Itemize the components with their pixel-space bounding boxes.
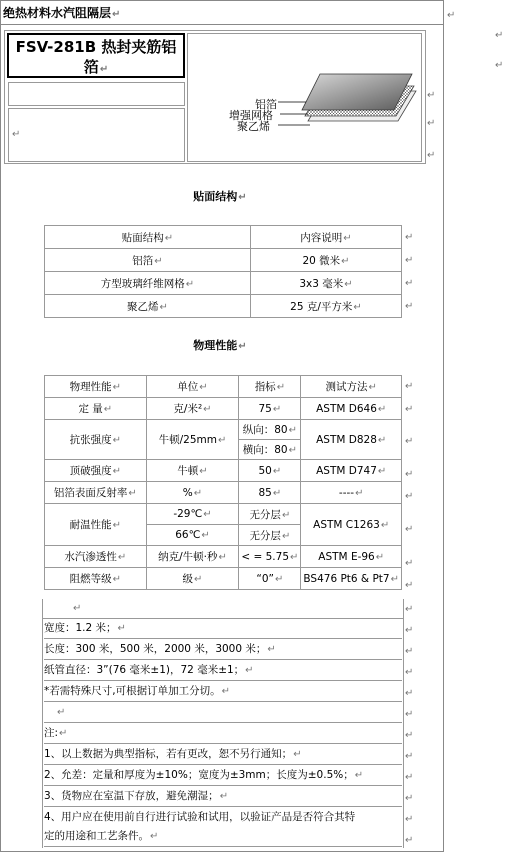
table-cell: 横向：80↵ <box>239 440 301 460</box>
table-cell: ASTM E-96↵ <box>301 546 402 568</box>
note-line: *若需特殊尺寸,可根据订单加工分切。↵ <box>44 682 402 702</box>
table-cell: 20 微米↵ <box>251 249 402 272</box>
table-cell: 25 克/平方米↵ <box>251 295 402 318</box>
structure-table <box>44 225 402 318</box>
table-row <box>45 272 402 295</box>
table-row <box>45 398 402 420</box>
product-title-box: FSV-281B 热封夹筋铝箔↵ <box>7 33 185 78</box>
table-row <box>45 460 402 482</box>
diagram-box <box>187 33 422 162</box>
header-cell: 物理性能↵ <box>45 376 147 398</box>
table-cell: “0”↵ <box>239 568 301 590</box>
table-cell: ASTM C1263↵ <box>301 504 402 546</box>
table-cell: 顶破强度↵ <box>45 460 147 482</box>
table-cell: 级↵ <box>146 568 239 590</box>
note-line: 纸管直径：3”(76 毫米±1)，72 毫米±1；↵ <box>44 661 402 681</box>
note-line: 定的用途和工艺条件。↵ <box>44 827 402 847</box>
note-line: 3、货物应在室温下存放，避免潮湿；↵ <box>44 787 402 807</box>
header-cell: 贴面结构↵ <box>45 226 251 249</box>
header-cell: 内容说明↵ <box>251 226 402 249</box>
table-cell: 牛顿/25mm↵ <box>146 420 239 460</box>
note-line: 长度：300 米，500 米，2000 米，3000 米；↵ <box>44 640 402 660</box>
table-row <box>45 504 402 525</box>
table-cell: 抗张强度↵ <box>45 420 147 460</box>
note-line: 2、允差：定量和厚度为±10%；宽度为±3mm；长度为±0.5%；↵ <box>44 766 402 786</box>
structure-heading-text: 贴面结构 <box>193 190 238 203</box>
table-cell: < = 5.75↵ <box>239 546 301 568</box>
table-cell: %↵ <box>146 482 239 504</box>
table-header-row <box>45 376 402 398</box>
table-cell: 50↵ <box>239 460 301 482</box>
note-line: 1、以上数据为典型指标，若有更改，恕不另行通知；↵ <box>44 745 402 765</box>
page-title: 绝热材料水汽阻隔层↵ <box>3 6 121 20</box>
blank-cell <box>8 82 185 106</box>
table-cell: 水汽渗透性↵ <box>45 546 147 568</box>
foil-layer <box>302 74 412 110</box>
table-row <box>45 482 402 504</box>
properties-heading-text: 物理性能 <box>193 339 238 352</box>
header-cell: 指标↵ <box>239 376 301 398</box>
table-cell: ASTM D828↵ <box>301 420 402 460</box>
page-title-text: 绝热材料水汽阻隔层 <box>3 6 112 20</box>
table-row <box>45 546 402 568</box>
title-divider <box>0 24 444 25</box>
blank-cell-2: ↵ <box>8 108 185 162</box>
table-cell: 耐温性能↵ <box>45 504 147 546</box>
table-cell: 纵向：80↵ <box>239 420 301 440</box>
table-cell: 阻燃等级↵ <box>45 568 147 590</box>
table-cell: 85↵ <box>239 482 301 504</box>
note-line: 注:↵ <box>44 724 402 744</box>
table-cell: 75↵ <box>239 398 301 420</box>
table-cell: 克/米²↵ <box>146 398 239 420</box>
note-line: 4、用户应在使用前自行进行试验和试用，以验证产品是否符合其特 <box>44 811 356 823</box>
table-cell: 66℃↵ <box>146 525 239 546</box>
table-cell: 方型玻璃纤维网格↵ <box>45 272 251 295</box>
table-cell: BS476 Pt6 & Pt7↵ <box>301 568 402 590</box>
properties-table <box>44 375 402 590</box>
properties-heading: 物理性能↵ <box>193 339 247 352</box>
table-cell: 牛顿↵ <box>146 460 239 482</box>
table-row <box>45 249 402 272</box>
frame-bottom <box>0 851 444 852</box>
product-title: FSV-281B 热封夹筋铝箔 <box>15 38 177 76</box>
note-line: 宽度：1.2 米；↵ <box>44 619 402 639</box>
header-cell: 测试方法↵ <box>301 376 402 398</box>
label-pe: 聚乙烯 <box>237 120 270 133</box>
table-cell: 铝箔↵ <box>45 249 251 272</box>
notes-spacer: ↵ <box>42 599 404 619</box>
table-row <box>45 420 402 440</box>
table-row <box>45 295 402 318</box>
table-cell: 无分层↵ <box>239 525 301 546</box>
table-row <box>45 568 402 590</box>
table-cell: ASTM D646↵ <box>301 398 402 420</box>
structure-heading: 贴面结构↵ <box>193 190 247 203</box>
frame-left <box>0 0 1 852</box>
label-mesh: 增强网格 <box>229 109 273 122</box>
table-cell: 无分层↵ <box>239 504 301 525</box>
label-foil: 铝箔 <box>255 98 277 111</box>
table-cell: 铝箔表面反射率↵ <box>45 482 147 504</box>
table-cell: ASTM D747↵ <box>301 460 402 482</box>
table-cell: 定 量↵ <box>45 398 147 420</box>
header-cell: 单位↵ <box>146 376 239 398</box>
frame-right <box>443 0 444 852</box>
layer-diagram <box>188 34 423 163</box>
table-header-row <box>45 226 402 249</box>
table-cell: ----↵ <box>301 482 402 504</box>
table-cell: 3x3 毫米↵ <box>251 272 402 295</box>
note-line: ↵ <box>44 703 402 723</box>
table-cell: 纳克/牛顿·秒↵ <box>146 546 239 568</box>
table-cell: 聚乙烯↵ <box>45 295 251 318</box>
table-cell: -29℃↵ <box>146 504 239 525</box>
frame-top <box>0 0 444 1</box>
